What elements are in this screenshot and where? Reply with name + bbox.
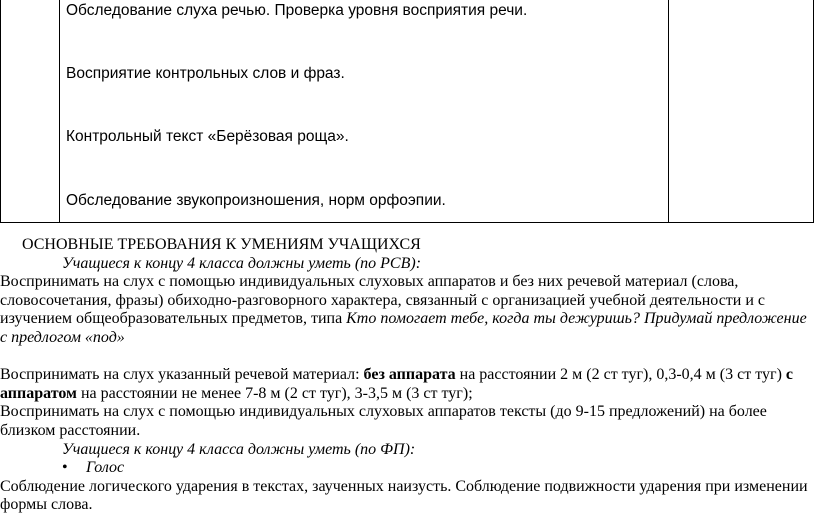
table-column-divider-right — [668, 0, 669, 222]
section-heading: ОСНОВНЫЕ ТРЕБОВАНИЯ К УМЕНИЯМ УЧАЩИХСЯ — [22, 236, 421, 253]
subheading-fp: Учащиеся к концу 4 класса должны уметь (по ФП): — [62, 440, 416, 458]
document-body — [0, 236, 812, 515]
paragraph-texts: Воспринимать на слух с помощью индивидуальных слуховых аппаратов тексты (до 9-15 предложений) на более близком расстоянии. — [0, 403, 767, 439]
table-cell-hearing-speech: Обследование слуха речью. Проверка уровня восприятия речи. — [66, 2, 528, 19]
bullet-dot: • — [62, 459, 68, 477]
distance-text-c: на расстоянии 2 м (2 ст туг), 0,3-0,4 м (3 ст туг) — [455, 366, 786, 384]
paragraph-stress: Соблюдение логического ударения в текстах, заученных наизусть. Соблюдение подвижности ударения при изменении формы слова. — [0, 477, 808, 514]
paragraph-perception — [0, 273, 812, 347]
table-cell-control-text: Контрольный текст «Берёзовая роща». — [66, 128, 349, 145]
list-item-voice-label: Голос — [86, 459, 125, 477]
paragraph-distance — [0, 366, 812, 403]
list-item-voice — [0, 459, 812, 478]
distance-with-aid: с аппаратом — [0, 366, 794, 402]
paragraph-perception-text: Воспринимать на слух с помощью индивидуальных слуховых аппаратов и без них речевой материал (слова, словосочетания, фразы) обиходно-разговорного характера, связанный с организацией учебной деятельности и с изучением общеобразовательных предметов, типа — [0, 273, 766, 328]
subheading-rsv: Учащиеся к концу 4 класса должны уметь (по РСВ): — [62, 254, 422, 272]
distance-without-aid: без аппарата — [363, 366, 456, 384]
paragraph-perception-example: Кто помогает тебе, когда ты дежуришь? Придумай предложение с предлогом «под» — [0, 310, 807, 346]
table-column-divider-left — [59, 0, 60, 222]
table-cell-pronunciation: Обследование звукопроизношения, норм орфоэпии. — [66, 192, 446, 209]
distance-text-a: Воспринимать на слух указанный речевой материал: — [0, 366, 364, 384]
table-cell-control-words: Восприятие контрольных слов и фраз. — [66, 65, 345, 82]
requirements-table — [0, 0, 814, 223]
distance-text-d: на расстоянии не менее 7-8 м (2 ст туг), 3-3,5 м (3 ст туг); — [76, 384, 473, 402]
